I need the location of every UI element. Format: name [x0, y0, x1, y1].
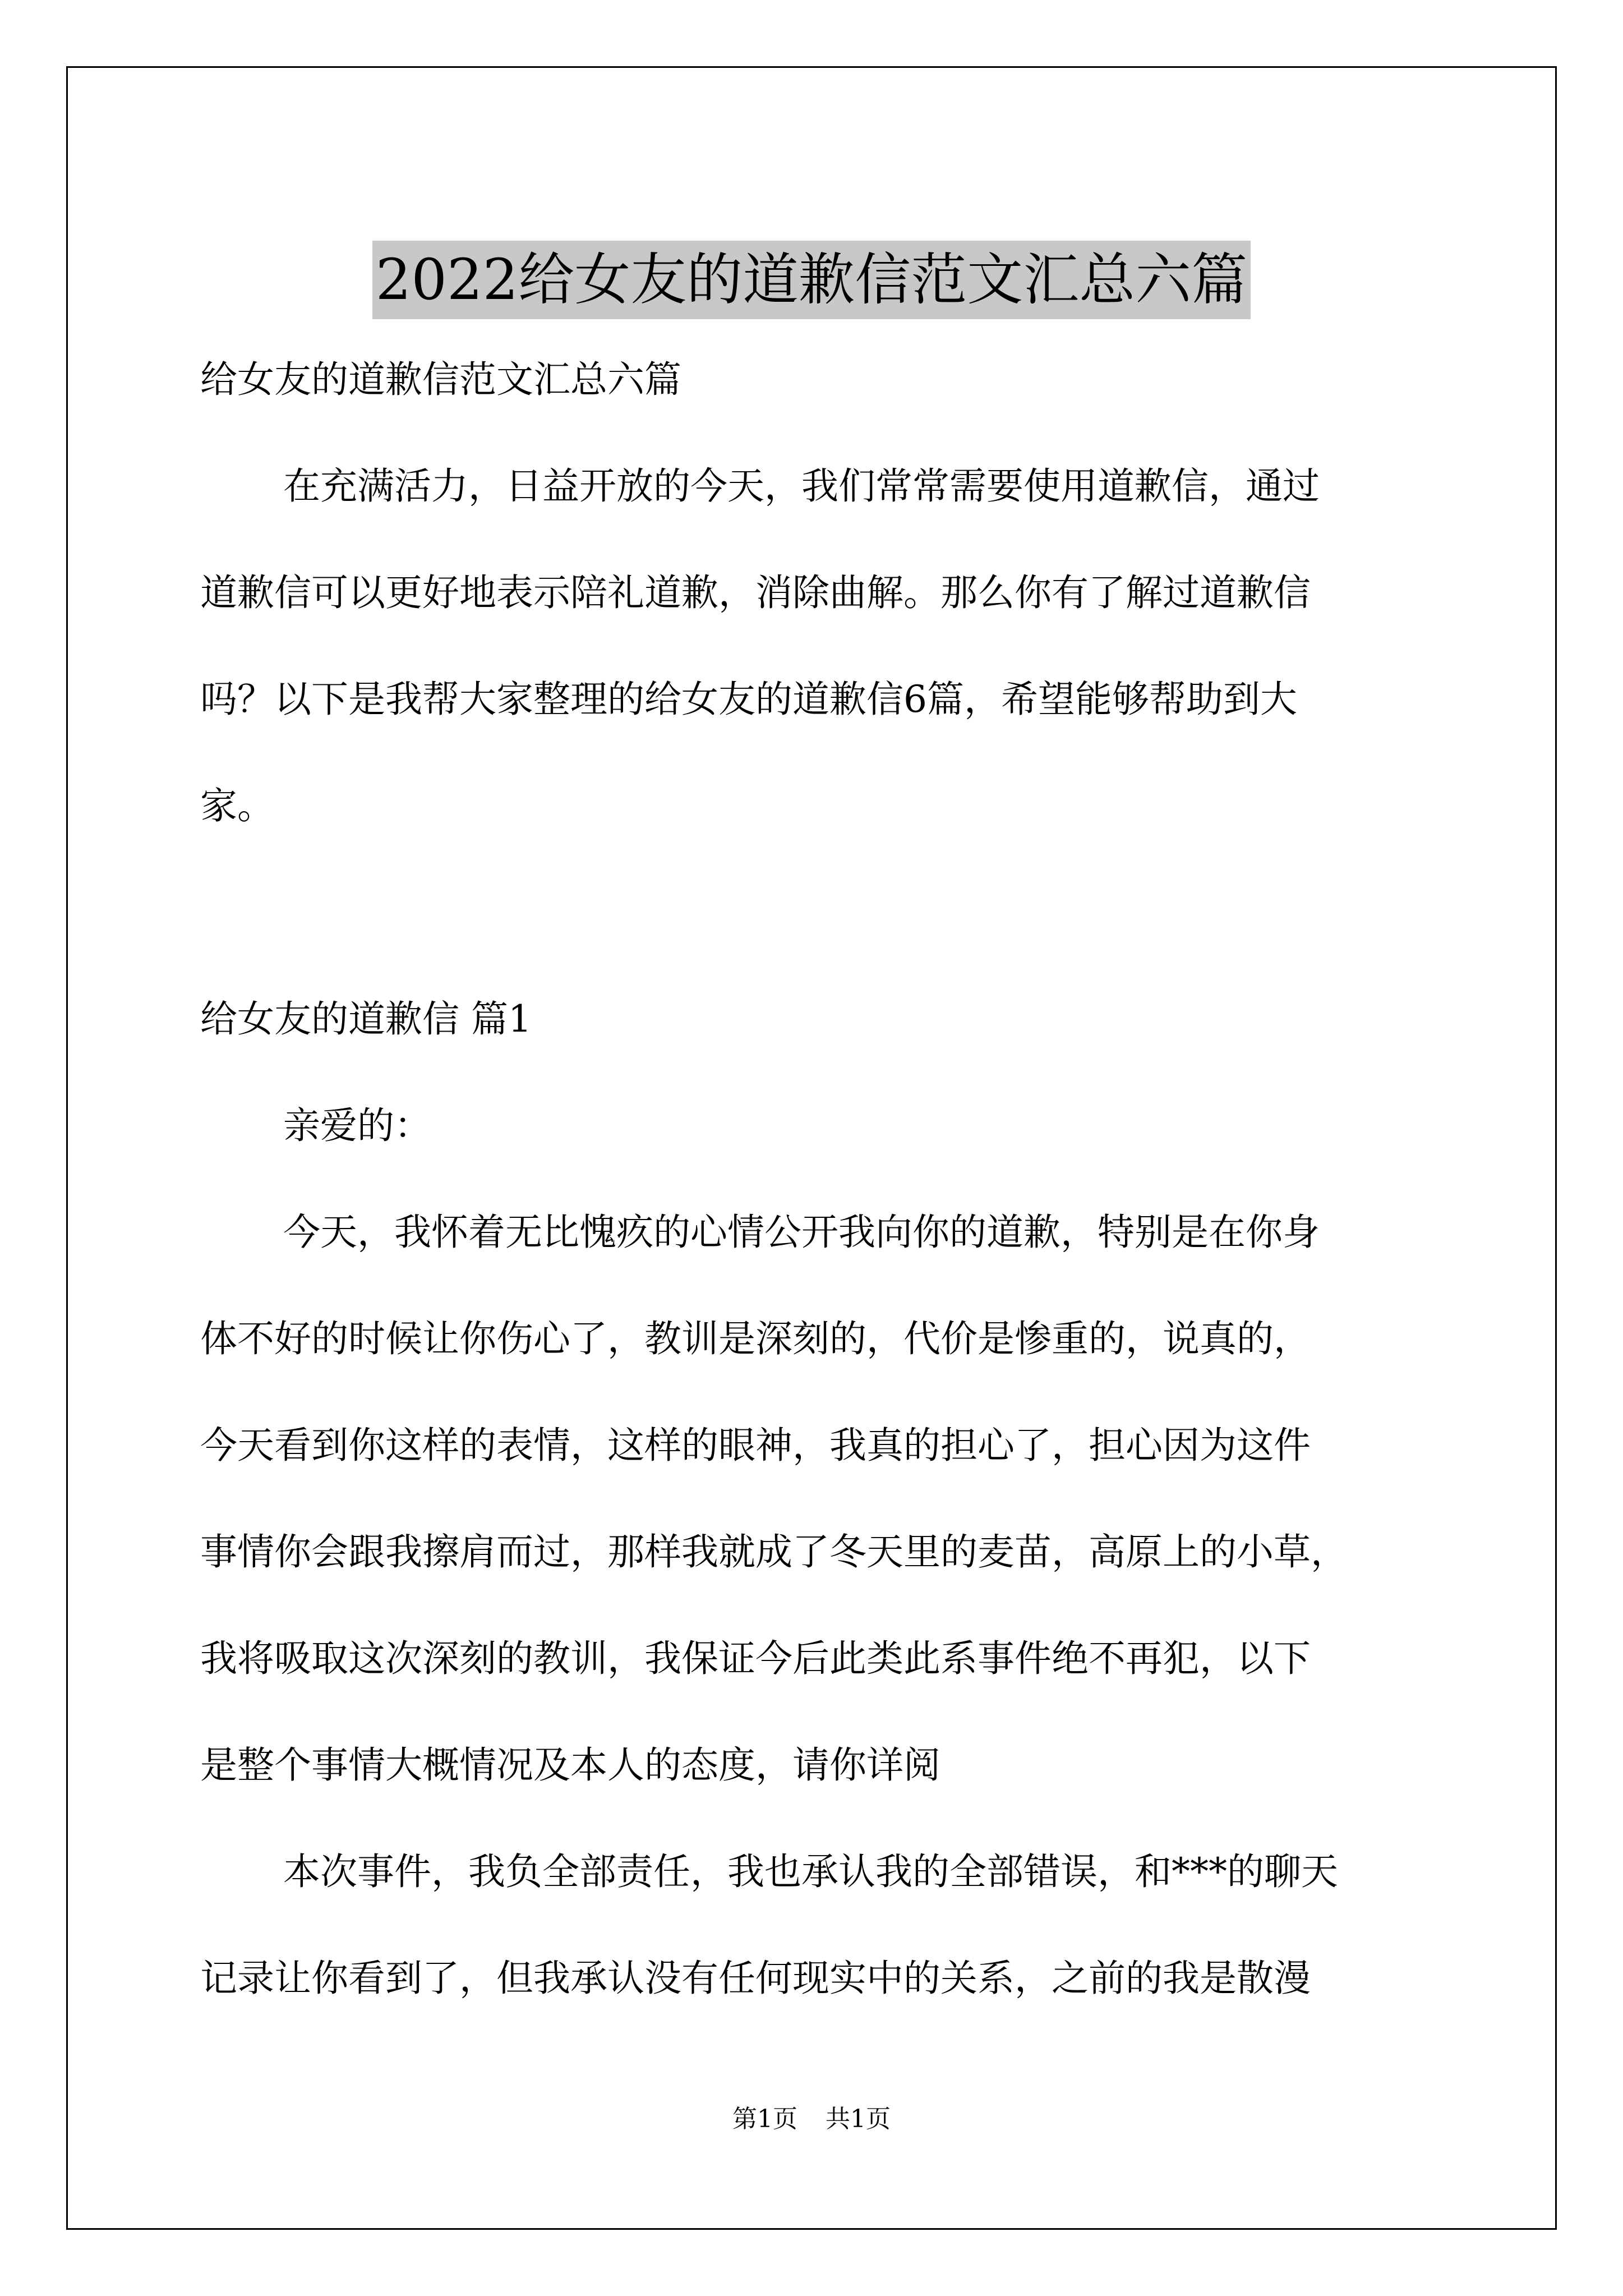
intro-line-3: 吗？以下是我帮大家整理的给女友的道歉信6篇，希望能够帮助到大	[200, 678, 1297, 721]
intro-line-1: 在充满活力，日益开放的今天，我们常常需要使用道歉信，通过	[283, 464, 1320, 508]
paragraph1-line-3: 今天看到你这样的表情，这样的眼神，我真的担心了，担心因为这件	[200, 1424, 1311, 1467]
paragraph1-line-2: 体不好的时候让你伤心了，教训是深刻的，代价是惨重的，说真的，	[200, 1317, 1311, 1360]
intro-line-4: 家。	[200, 784, 274, 827]
document-title: 2022给女友的道歉信范文汇总六篇	[372, 241, 1251, 319]
page-footer	[0, 2102, 1623, 2136]
section-heading: 给女友的道歉信 篇1	[200, 997, 532, 1041]
intro-line-2: 道歉信可以更好地表示陪礼道歉，消除曲解。那么你有了解过道歉信	[200, 571, 1311, 614]
document-subtitle: 给女友的道歉信范文汇总六篇	[200, 358, 681, 401]
salutation: 亲爱的：	[283, 1104, 431, 1147]
paragraph1-line-5: 我将吸取这次深刻的教训，我保证今后此类此系事件绝不再犯，以下	[200, 1637, 1311, 1680]
paragraph2-line-1: 本次事件，我负全部责任，我也承认我的全部错误，和***的聊天	[283, 1850, 1338, 1893]
title-container	[0, 203, 1623, 357]
paragraph1-line-4: 事情你会跟我擦肩而过，那样我就成了冬天里的麦苗，高原上的小草，	[200, 1530, 1348, 1573]
paragraph1-line-6: 是整个事情大概情况及本人的态度，请你详阅	[200, 1743, 940, 1787]
page-number-total: 共1页	[826, 2105, 891, 2133]
page-number-current: 第1页	[732, 2105, 797, 2133]
paragraph1-line-1: 今天，我怀着无比愧疚的心情公开我向你的道歉，特别是在你身	[283, 1211, 1320, 1254]
paragraph2-line-2: 记录让你看到了，但我承认没有任何现实中的关系，之前的我是散漫	[200, 1957, 1311, 2000]
